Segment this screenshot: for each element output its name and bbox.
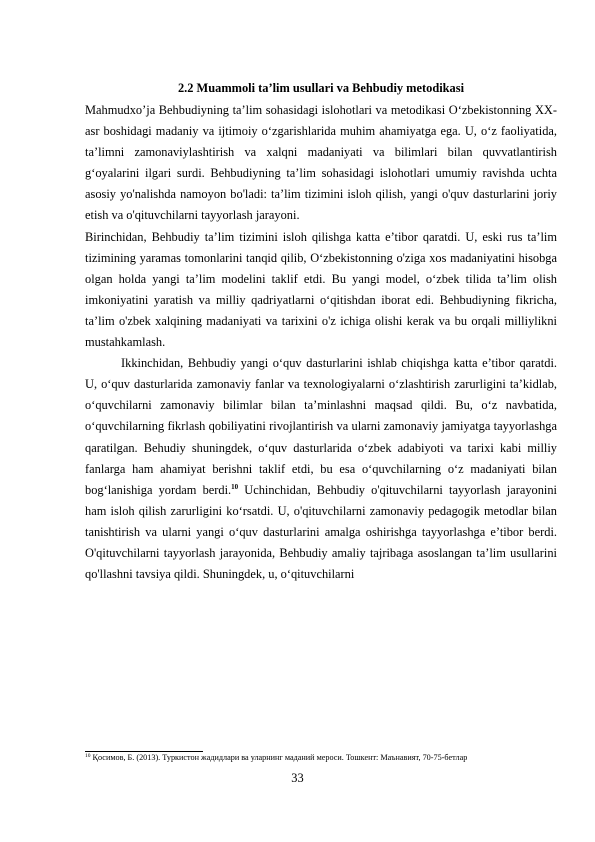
footnote-reference: 10 (231, 482, 239, 491)
paragraph-3 (85, 353, 557, 585)
page-number: 33 (291, 771, 304, 785)
paragraph-1: Mahmudxo’ja Behbudiyning ta’lim sohasidagi islohotlari va metodikasi O‘zbekistonning XX-asr boshidagi madaniy va ijtimoiy o‘zgarishlarida muhim ahamiyatga ega. U, o‘z faoliyatida, ta’limni zamonaviylashtirish va xalqni madaniyati va bilimlari bilan quvvatlantirish g‘oyalarini ilgari surdi. Behbudiyning ta’lim sohasidagi islohotlari umumiy ravishda uchta asosiy yo'nalishda namoyon bo'ladi: ta’lim tizimini isloh qilish, yangi o'quv dasturlarini joriy etish va o'qituvchilarni tayyorlash jarayoni. (85, 103, 557, 223)
paragraph-3-text-before-ref: Ikkinchidan, Behbudiy yangi o‘quv dasturlarini ishlab chiqishga katta e’tibor qaratdi. U, o‘quv dasturlarida zamonaviy fanlar va texnologiyalarni o‘zlashtirish zarurligini ta’kidlab, o‘quvchilarni zamonaviy bilimlar bilan ta’minlashni maqsad qildi. Bu, o‘z navbatida, o‘quvchilarning fikrlash qobiliyatini rivojlantirish va ularni zamonaviy jamiyatga tayyorlashga qaratilgan. Behudiy shuningdek, o‘quv dasturlarida o‘zbek adabiyoti va tarixi kabi milliy fanlarga ham ahamiyat berishni taklif etdi, bu esa o‘quvchilarning o‘z madaniyati bilan bog‘lanishiga yordam berdi. (85, 356, 557, 497)
footnote-text: Қосимов, Б. (2013). Туркистон жадидлари ва уларнинг маданий мероси. Тошкент: Маънавият, 70-75-бетлар (90, 753, 468, 762)
footnote-separator (85, 751, 203, 752)
paragraph-3-text-after-ref: Uchinchidan, Behbudiy o'qituvchilarni tayyorlash jarayonini ham isloh qilish zarurligini ko‘rsatdi. U, o'qituvchilarni zamonaviy pedagogik metodlar bilan tanishtirish va ularni yangi o‘quv dasturlarini amalga oshirishga tayyorlashga e’tibor berdi. O'qituvchilarni tayyorlash jarayonida, Behbudiy amaliy tajribaga asoslangan ta’lim usullarini qo'llashni tavsiya qildi. Shuningdek, u, o‘qituvchilarni (85, 482, 557, 582)
footnote-number: 10 (85, 753, 91, 759)
section-heading: 2.2 Muammoli ta’lim usullari va Behbudiy metodikasi (177, 81, 465, 95)
page-body (85, 78, 557, 585)
footnote (85, 753, 557, 763)
paragraph-2: Birinchidan, Behbudiy ta’lim tizimini isloh qilishga katta e’tibor qaratdi. U, eski rus ta’lim tizimining yaramas tomonlarini tanqid qilib, O‘zbekistonning o'ziga xos madaniyatini hisobga olgan holda yangi ta’lim modelini taklif etdi. Bu yangi model, o‘zbek tilida ta’lim olish imkoniyatini yaratish va milliy qadriyatlarni o‘qitishdan iborat edi. Behbudiyning fikricha, ta’lim o'zbek xalqining madaniyati va tarixini o'z ichiga olishi kerak va bu orqali milliylikni mustahkamlash. (85, 229, 557, 350)
